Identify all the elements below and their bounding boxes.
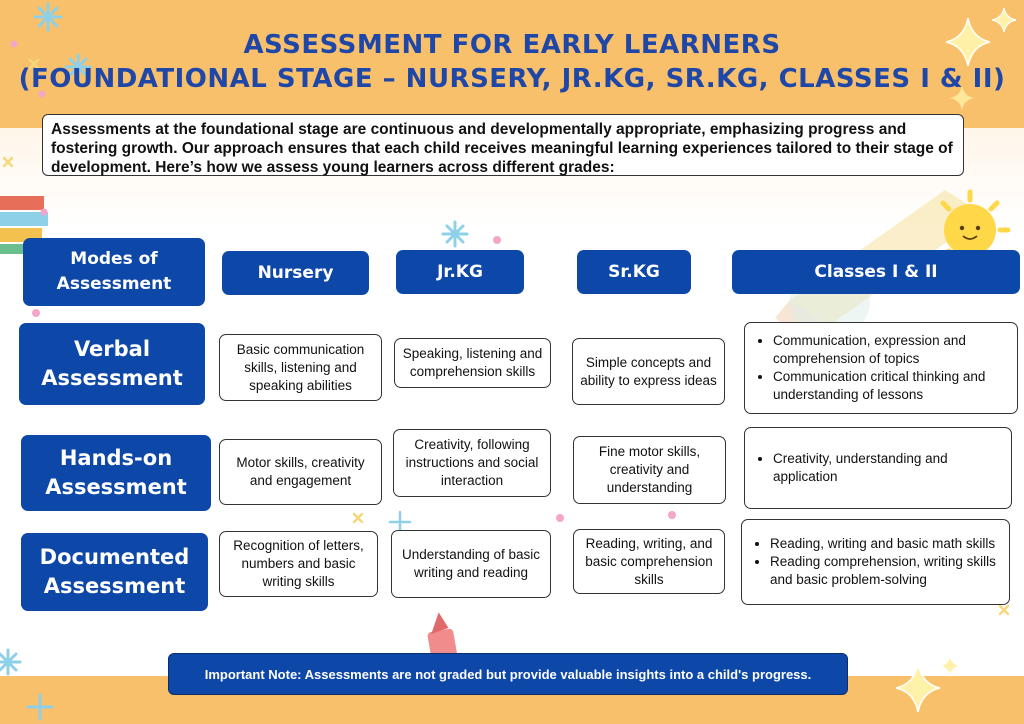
list-item: • Reading, writing and basic math skills — [770, 535, 1001, 553]
cell-verbal-jrkg: Speaking, listening and comprehension skills — [394, 338, 551, 388]
cell-verbal-classes — [744, 322, 1018, 414]
cell-verbal-srkg: Simple concepts and ability to express ideas — [572, 338, 725, 405]
modes-header-line-2: Assessment — [56, 274, 172, 294]
row-header-verbal — [19, 323, 205, 405]
column-header-jrkg: Jr.KG — [396, 250, 524, 294]
row-header-line-1: Hands-on — [59, 446, 173, 470]
column-header-classes: Classes I & II — [732, 250, 1020, 294]
list-item: • Reading comprehension, writing skills and basic problem-solving — [770, 553, 1001, 589]
bullet-list — [755, 450, 1003, 486]
row-header-line-2: Assessment — [45, 475, 187, 499]
row-header-line-1: Verbal — [73, 337, 151, 361]
list-item: • Communication, expression and comprehension of topics — [773, 332, 1009, 368]
cell-documented-srkg: Reading, writing, and basic comprehension skills — [573, 529, 725, 594]
bullet-list — [752, 535, 1001, 589]
list-item: • Creativity, understanding and application — [773, 450, 1003, 486]
row-header-line-1: Documented — [39, 545, 190, 569]
important-note: Important Note: Assessments are not graded but provide valuable insights into a child's progress. — [168, 653, 848, 695]
cell-verbal-nursery: Basic communication skills, listening and speaking abilities — [219, 334, 382, 401]
cell-hands-on-nursery: Motor skills, creativity and engagement — [219, 439, 382, 505]
cell-hands-on-jrkg: Creativity, following instructions and social interaction — [393, 429, 551, 497]
list-item: • Communication critical thinking and understanding of lessons — [773, 368, 1009, 404]
cell-documented-jrkg: Understanding of basic writing and reading — [391, 530, 551, 598]
cell-documented-classes — [741, 519, 1010, 605]
cell-documented-nursery: Recognition of letters, numbers and basic writing skills — [219, 531, 378, 597]
row-header-line-2: Assessment — [41, 366, 183, 390]
modes-of-assessment-header — [23, 238, 205, 306]
title-line-1: ASSESSMENT FOR EARLY LEARNERS — [243, 30, 781, 60]
column-header-nursery: Nursery — [222, 251, 369, 295]
column-header-srkg: Sr.KG — [577, 250, 691, 294]
title-line-2: (FOUNDATIONAL STAGE – NURSERY, JR.KG, SR.KG, CLASSES I & II) — [18, 64, 1006, 94]
cell-hands-on-classes — [744, 427, 1012, 509]
bullet-list — [755, 332, 1009, 404]
cell-hands-on-srkg: Fine motor skills, creativity and understanding — [573, 436, 726, 504]
row-header-documented — [21, 533, 208, 611]
modes-header-line-1: Modes of — [70, 249, 158, 269]
row-header-line-2: Assessment — [43, 574, 186, 598]
page-title — [0, 28, 1024, 96]
row-header-hands-on — [21, 435, 211, 511]
intro-paragraph: Assessments at the foundational stage are continuous and developmentally appropriate, emphasizing progress and fostering growth. Our approach ensures that each child receives meaningful learning experiences tailored to their stage of development. Here’s how we assess young learners across different grades: — [42, 114, 964, 176]
